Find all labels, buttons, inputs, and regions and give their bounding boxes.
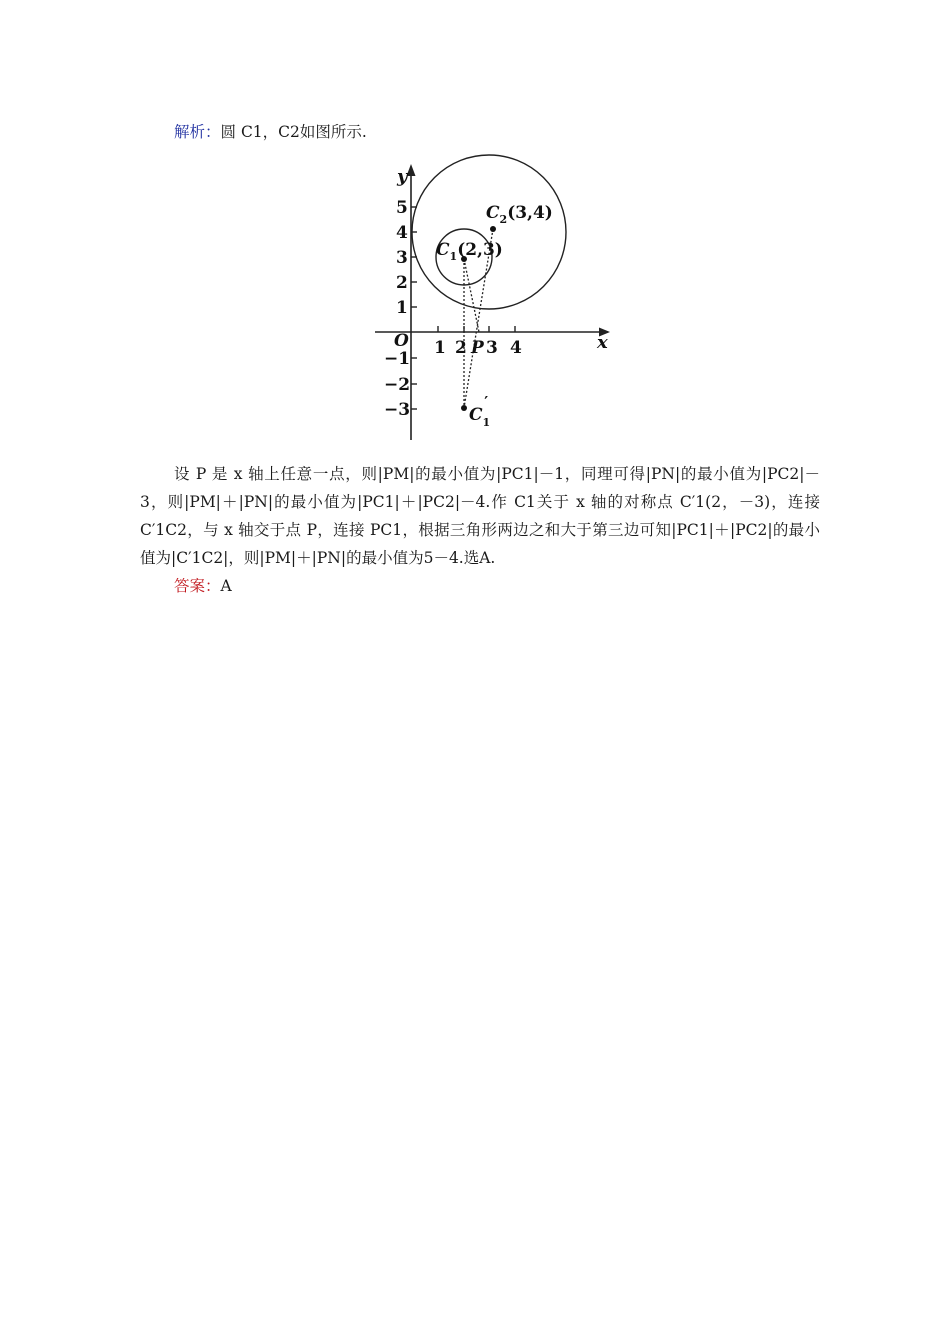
x-tick-label-3: 3 xyxy=(486,338,498,358)
label-c1-reflect: $C_1'$ xyxy=(469,393,491,429)
segment-c1-p xyxy=(464,259,479,332)
circle-c2 xyxy=(412,155,566,309)
analysis-intro: 圆 C1，C2如图所示. xyxy=(220,123,367,141)
y-tick-label-5: 5 xyxy=(396,198,408,218)
answer-label: 答案： xyxy=(174,577,221,595)
y-tick-label-neg2: −2 xyxy=(384,375,411,395)
x-axis-label: x xyxy=(597,332,608,353)
p-label: P xyxy=(471,338,484,358)
origin-label: O xyxy=(394,331,409,351)
y-axis-label: y xyxy=(397,166,408,187)
x-tick-label-2: 2 xyxy=(455,338,467,358)
solution-paragraph: 设 P 是 x 轴上任意一点，则|PM|的最小值为|PC1|－1，同理可得|PN|的最小值为|PC2|－3，则|PM|＋|PN|的最小值为|PC1|＋|PC2|－4.作 C1关于 x 轴的对称点 C′1(2，－3)，连接 C′1C2，与 x 轴交于点 P，连接 PC1，根据三角形两边之和大于第三边可知|PC1|＋|PC2|的最小值为|C′1C2|，则|PM|＋|PN|的最小值为5－4.选A. xyxy=(140,465,820,567)
point-c2 xyxy=(490,226,496,232)
y-tick-label-3: 3 xyxy=(396,248,408,268)
y-tick-label-neg1: −1 xyxy=(384,349,411,369)
x-tick-label-1: 1 xyxy=(434,338,446,358)
point-c1-reflect xyxy=(461,405,467,411)
analysis-label: 解析： xyxy=(174,123,221,141)
y-tick-label-2: 2 xyxy=(396,273,408,293)
answer-line xyxy=(174,576,232,596)
y-tick-label-neg3: −3 xyxy=(384,400,411,420)
analysis-heading xyxy=(174,122,367,142)
answer-value: A xyxy=(220,577,232,595)
y-tick-label-1: 1 xyxy=(396,298,408,318)
y-axis-arrow-icon xyxy=(407,164,416,176)
x-tick-label-4: 4 xyxy=(510,338,522,358)
label-c2: $C_2(3,4)$ xyxy=(486,203,553,226)
label-c1: $C_1(2,3)$ xyxy=(436,240,503,263)
coordinate-figure xyxy=(370,150,620,445)
y-tick-label-4: 4 xyxy=(396,223,408,243)
